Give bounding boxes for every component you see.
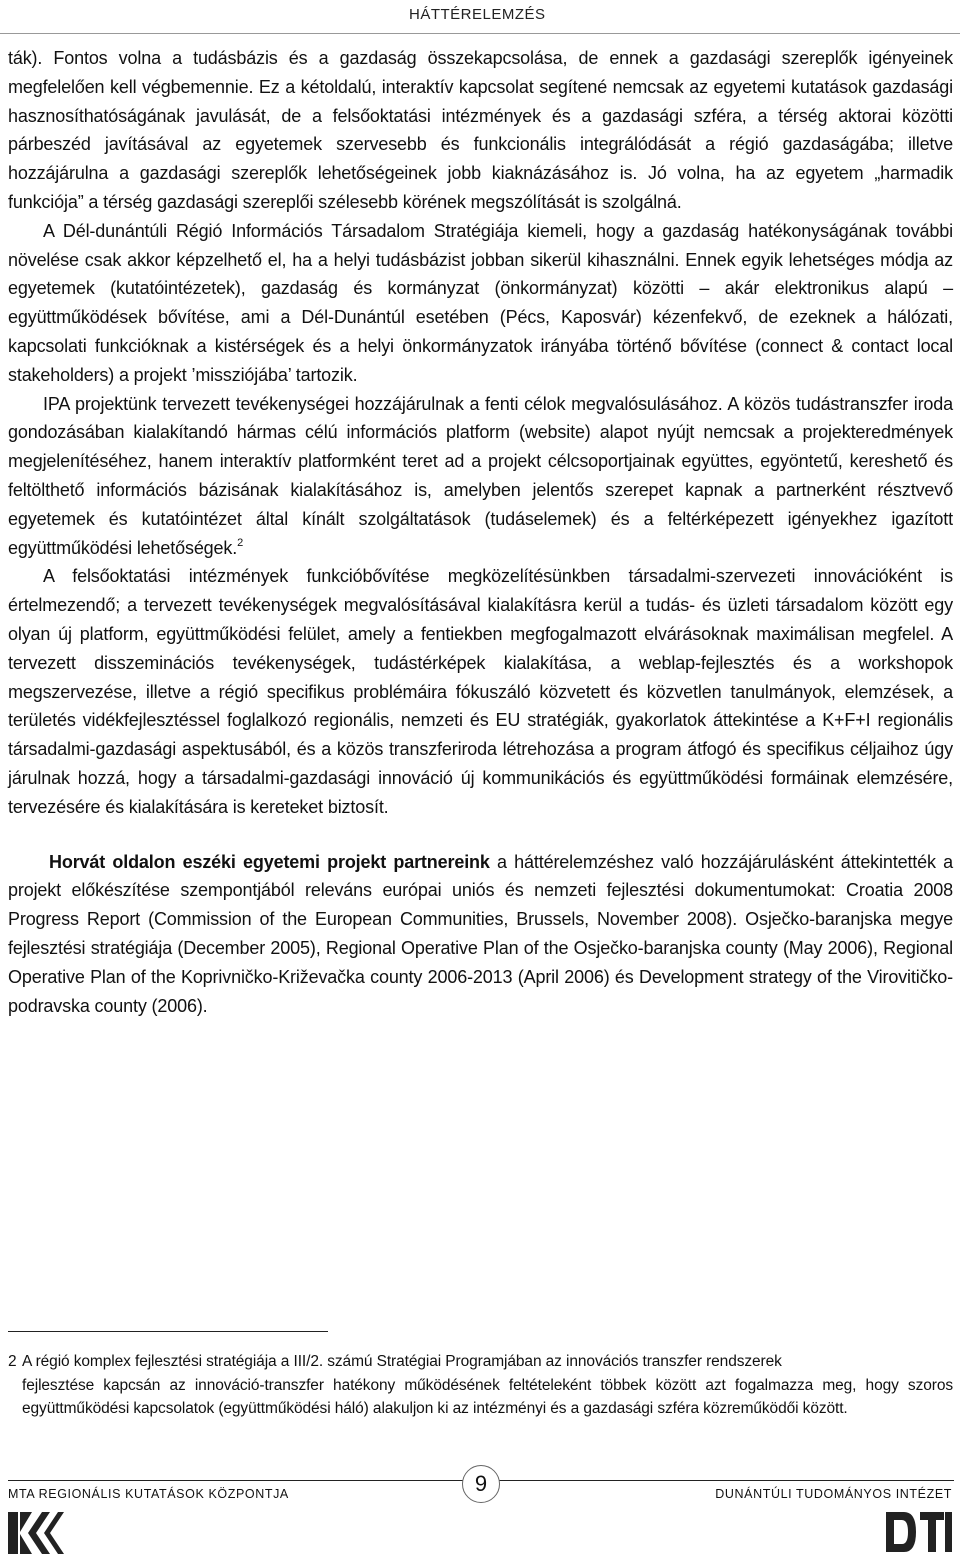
footnote-reference[interactable]: 2	[237, 536, 244, 549]
paragraph-1: ták). Fontos volna a tudásbázis és a gazdaság összekapcsolása, de ennek a gazdasági szereplők igényeinek megfelelően kell végbemennie. Ez a kétoldalú, interaktív kapcsolat segítené nemcsak az egyetemi kutatások gazdasági hasznosíthatóságának javulását, de a felsőoktatási intézmények és a gazdasági szféra, a térség aktorai közötti párbeszéd javításával az egyetemek szervesebb és funkcionális integrálódását a régió gazdaságába; illetve hozzájárulna a gazdasági szereplők lehetőségeinek jobb kiaknázásához is. Jó volna, ha az egyetem „harmadik funkciója” a térség gazdasági szereplői szélesebb körének megszólítását is szolgálná.	[8, 48, 953, 212]
footnote	[8, 1350, 953, 1421]
paragraph-5-lead: Horvát oldalon eszéki egyetemi projekt partnereink	[49, 851, 490, 872]
footnote-mark: 2	[8, 1353, 17, 1370]
dti-logo-icon	[882, 1508, 954, 1556]
paragraph-3-text: IPA projektünk tervezett tevékenységei hozzájárulnak a fenti célok megvalósulásához. A közös tudástranszfer iroda gondozásában kialakítandó hármas célú információs platform (website) alapot nyújt nemcsak a projekteredmények megjelenítéséhez, hanem interaktív platformként teret ad a projekt célcsoportjainak együttes, egyöntetű, kereshető és feltölthető információs bázisának kialakításához is, amelyben jelentős szerepet kapnak a partnerként résztvevő egyetemek és kutatóintézet által kínált szolgáltatások (tudáselemek) és a feltérképezett igényekhez igazított együttműködési lehetőségek.	[8, 393, 953, 558]
footnote-continuation: fejlesztése kapcsán az innováció-transzfer hatékony működésének feltételeként többek között azt fogalmazza meg, hogy szoros együttműködési kapcsolatok (együttműködési háló) alakuljon ki az intézményi és a gazdasági szféra közreműködői között.	[22, 1376, 953, 1417]
page-number: 9	[462, 1465, 500, 1503]
footer-left-institution: MTA REGIONÁLIS KUTATÁSOK KÖZPONTJA	[8, 1487, 289, 1501]
running-header: HÁTTÉRELEMZÉS	[409, 6, 546, 23]
footnote-rule	[8, 1331, 328, 1332]
footnote-line-1: A régió komplex fejlesztési stratégiája a III/2. számú Stratégiai Programjában az innovációs transzfer rendszerek	[22, 1353, 782, 1370]
paragraph-2: A Dél-dunántúli Régió Információs Társadalom Stratégiája kiemeli, hogy a gazdaság hatékonyságának további növelése csak akkor képzelhető el, ha a helyi tudásbázist jobban sikerül kihasználni. Ennek egyik lehetséges módja az egyetemek (kutatóintézetek), gazdaság és kormányzat (önkormányzat) közötti – akár elektronikus alapú – együttműködések bővítése, ami a Dél-Dunántúl esetében (Pécs, Kaposvár) kézenfekvő, de ezeknek a hálózati, kapcsolati funkcióknak a kistérségek és a helyi önkormányzatok irányába történő bővítése (connect & contact local stakeholders) a projekt ’missziójába’ tartozik.	[8, 220, 953, 385]
header-rule	[0, 33, 960, 34]
footnote-first-line	[8, 1350, 953, 1374]
rkk-logo-icon	[6, 1510, 66, 1556]
paragraph-5-text: a háttérelemzéshez való hozzájárulásként áttekintették a projekt előkészítése szempontjából releváns európai uniós és nemzeti fejlesztési dokumentumokat: Croatia 2008 Progress Report (Commission of the European Communities, Brussels, November 2008). Osječko-baranjska megye fejlesztési stratégiája (December 2005), Regional Operative Plan of the Osječko-baranjska county (May 2006), Regional Operative Plan of the Koprivničko-Križevačka county 2006-2013 (April 2006) és Development strategy of the Virovitičko-podravska county (2006).	[8, 851, 953, 1016]
paragraph-3	[8, 390, 953, 563]
paragraph-4: A felsőoktatási intézmények funkcióbővítése megközelítésünkben társadalmi-szervezeti innovációként is értelmezendő; a tervezett tevékenységek megvalósításával kialakításra kerül a tudás- és üzleti társadalom között egy olyan új platform, együttműködési felület, amely a fentiekben megfogalmazott elvárásoknak maximálisan megfelel. A tervezett disszeminációs tevékenységek, tudástérképek kialakítása, a weblap-fejlesztés és a workshopok megszervezése, illetve a régió specifikus problémáira fókuszáló közvetett és közvetlen tanulmányok, elemzések, a területés vidékfejlesztéssel foglalkozó regionális, nemzeti és EU stratégiák, gyakorlatok áttekintése a K+F+I regionális társadalmi-gazdasági aspektusából, és a közös transzferiroda létrehozása a program átfogó és specifikus céljaihoz úgy járulnak hozzá, hogy a társadalmi-gazdasági innováció új kommunikációs és együttműködési formáinak elemzésére, tervezésére és kialakítására is kereteket biztosít.	[8, 566, 953, 817]
paragraph-5	[8, 848, 953, 1021]
footer-right-institution: DUNÁNTÚLI TUDOMÁNYOS INTÉZET	[715, 1487, 952, 1501]
body-text	[8, 44, 953, 1020]
